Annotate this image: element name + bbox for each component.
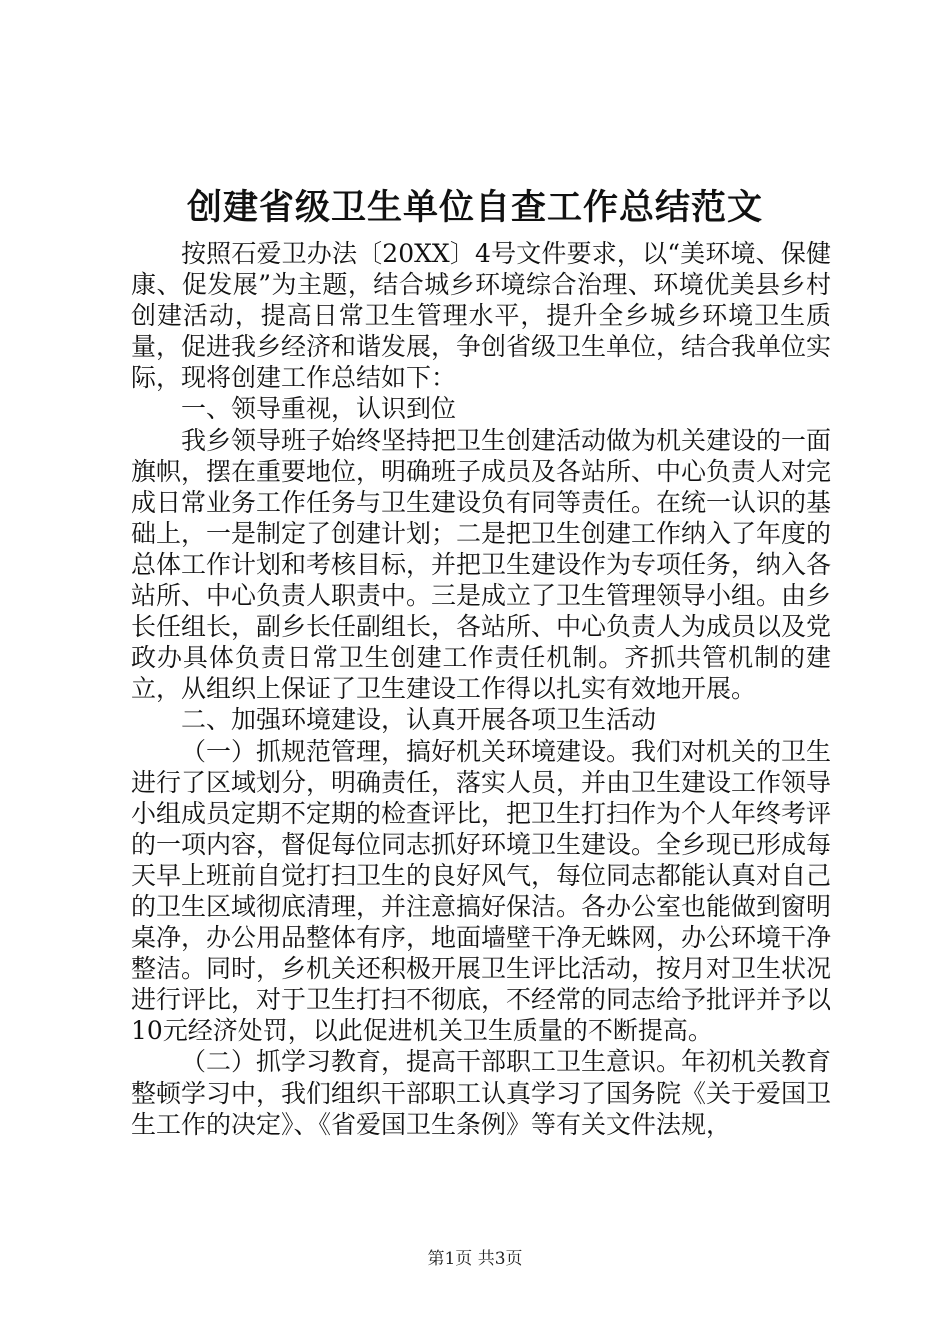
page-footer: 第1页 共3页 (427, 1249, 523, 1269)
subsection-1-paragraph: （一）抓规范管理，搞好机关环境建设。我们对机关的卫生进行了区域划分，明确责任，落实人员，并由卫生建设工作领导小组成员定期不定期的检查评比，把卫生打扫作为个人年终考评的一项内容，督促每位同志抓好环境卫生建设。全乡现已形成每天早上班前自觉打扫卫生的良好风气，每位同志都能认真对自己的卫生区域彻底清理，并注意搞好保洁。各办公室也能做到窗明桌净，办公用品整体有序，地面墙壁干净无蛛网，办公环境干净整洁。同时，乡机关还积极开展卫生评比活动，按月对卫生状况进行评比，对于卫生打扫不彻底，不经常的同志给予批评并予以10元经济处罚，以此促进机关卫生质量的不断提高。 (131, 736, 832, 1046)
section-heading-1: 一、领导重视，认识到位 (181, 394, 457, 424)
document-title: 创建省级卫生单位自查工作总结范文 (186, 187, 763, 228)
intro-paragraph: 按照石爱卫办法〔20XX〕4号文件要求，以“美环境、保健康、促发展”为主题，结合城乡环境综合治理、环境优美县乡村创建活动，提高日常卫生管理水平，提升全乡城乡环境卫生质量，促进我乡经济和谐发展，争创省级卫生单位，结合我单位实际，现将创建工作总结如下： (131, 239, 832, 393)
document-body (131, 238, 831, 1140)
section-heading-2: 二、加强环境建设，认真开展各项卫生活动 (181, 705, 657, 735)
section-1-paragraph: 我乡领导班子始终坚持把卫生创建活动做为机关建设的一面旗帜，摆在重要地位，明确班子成员及各站所、中心负责人对完成日常业务工作任务与卫生建设负有同等责任。在统一认识的基础上，一是制定了创建计划；二是把卫生创建工作纳入了年度的总体工作计划和考核目标，并把卫生建设作为专项任务，纳入各站所、中心负责人职责中。三是成立了卫生管理领导小组。由乡长任组长，副乡长任副组长，各站所、中心负责人为成员以及党政办具体负责日常卫生创建工作责任机制。齐抓共管机制的建立，从组织上保证了卫生建设工作得以扎实有效地开展。 (131, 425, 832, 704)
subsection-2-paragraph: （二）抓学习教育，提高干部职工卫生意识。年初机关教育整顿学习中，我们组织干部职工认真学习了国务院《关于爱国卫生工作的决定》、《省爱国卫生条例》等有关文件法规， (131, 1047, 832, 1139)
